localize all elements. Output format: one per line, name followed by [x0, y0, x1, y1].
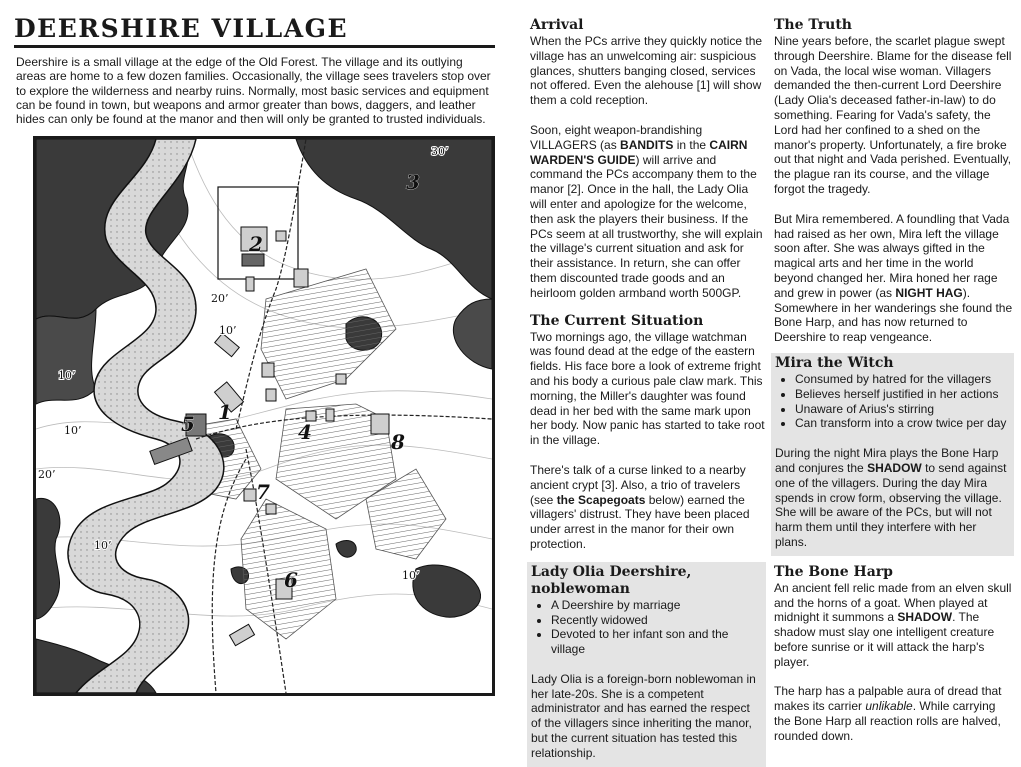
mira-heading: Mira the Witch — [775, 354, 894, 371]
harp-paragraph: An ancient fell relic made from an elven skull and the horns of a goat. When played at midnight it summons a SHADOW. The shadow must slay one intelligent creature before sunrise or it will attack the harp's player. — [774, 580, 1012, 669]
map-label-1: 1 — [218, 400, 232, 424]
elevation-label: 20’ — [38, 468, 56, 481]
map-label-4: 4 — [298, 420, 312, 444]
olia-box — [527, 562, 766, 767]
list-item: • Consumed by hatred for the villagers — [795, 372, 1010, 387]
list-item: • Unaware of Arius's stirring — [795, 402, 1010, 417]
map-label-5: 5 — [181, 412, 195, 436]
harp-paragraph-2: The harp has a palpable aura of dread that makes its carrier unlikable. While carrying the Bone Harp all reaction rolls are halved, rounded down. — [774, 684, 1002, 743]
list-item: • A Deershire by marriage — [551, 598, 762, 613]
situation-heading: The Current Situation — [530, 312, 704, 329]
situation-paragraph-2: There's talk of a curse linked to a nearby ancient crypt [3]. Also, a trio of travelers (see the Scapegoats below) earned the villagers' distrust. They have been placed under arrest in the manor for their own protection. — [530, 462, 750, 551]
truth-paragraph-2: But Mira remembered. A foundling that Vada had raised as her own, Mira left the village soon after. She was always gifted in the magical arts and her time in the world beyond changed her. Mira honed her rage and grew in power (as NIGHT HAG). Somewhere in her wanderings she found the Bone Harp, and has now returned to Deershire to reap vengeance. — [774, 211, 1013, 345]
map-label-3: 3 — [406, 170, 420, 194]
elevation-label: 10’ — [64, 424, 82, 437]
list-item: • Recently widowed — [551, 613, 762, 628]
map-label-2: 2 — [249, 232, 263, 256]
arrival-heading: Arrival — [530, 17, 584, 33]
olia-traits — [531, 598, 762, 657]
map-label-6: 6 — [284, 568, 298, 592]
elevation-label: 20’ — [211, 292, 229, 305]
harp-heading: The Bone Harp — [774, 563, 893, 580]
column-2 — [774, 17, 1014, 744]
column-1 — [530, 17, 766, 767]
elevation-label: 10’ — [219, 324, 237, 337]
mira-box — [771, 353, 1014, 556]
elevation-label: 10’ — [402, 569, 420, 582]
arrival-paragraph: When the PCs arrive they quickly notice the village has an unwelcoming air: suspicious glances, shutters banging closed, services not offered. Even the alehouse [1] will show them a cold reception. — [530, 34, 763, 108]
mira-paragraph: During the night Mira plays the Bone Harp and conjures the SHADOW to send against one of the villagers. During the day Mira spends in crow form, observing the village. She will be aware of the PCs, but will not harm them until they interfere with her plans. — [775, 446, 1007, 549]
title-rule — [14, 45, 495, 48]
list-item: • Believes herself justified in her actions — [795, 387, 1010, 402]
intro-paragraph: Deershire is a small village at the edge of the Old Forest. The village and its outlying areas are home to a few dozen families. Occasionally, the village sees travelers stop over to explore the wilderness and nearby ruins. Normally, most basic services and equipment can be found in town, but weapons and armor greater than bows, daggers, and leather hides can only be found at the manor and then will only be granted to trusted individuals. — [16, 55, 491, 127]
olia-heading: Lady Olia Deershire, noblewoman — [531, 563, 692, 597]
mira-traits — [775, 372, 1010, 431]
village-map — [33, 136, 495, 696]
truth-heading: The Truth — [774, 17, 852, 33]
page-title: DEERSHIRE VILLAGE — [14, 14, 349, 43]
elevation-label: 30’ — [431, 145, 449, 158]
list-item: • Devoted to her infant son and the village — [551, 627, 762, 657]
arrival-paragraph-2: Soon, eight weapon-brandishing VILLAGERS (as BANDITS in the CAIRN WARDEN'S GUIDE) will arrive and command the PCs accompany them to the manor [2]. Once in the hall, the Lady Olia will enter and apologize for the welcome, then ask the players their business. If the PCs seem at all trustworthy, she will explain the village's current situation and ask for their assistance. In return, she can offer them discounted trade goods and an heirloom golden armband worth 500GP. — [530, 122, 763, 300]
list-item: • Can transform into a crow twice per day — [795, 416, 1010, 431]
map-label-8: 8 — [391, 430, 405, 454]
elevation-label: 10’ — [94, 539, 112, 552]
elevation-label: 10’ — [58, 369, 76, 382]
truth-paragraph: Nine years before, the scarlet plague swept through Deershire. Blame for the disease fell on Vada, the local wise woman. Villagers demanded the then-current Lord Deershire (Lady Olia's deceased father-in-law) to do something. Fearing for Vada's safety, the Lord had her confined to a shed on the manor's property. Unfortunately, a fire broke out that night and Vada perished. Eventually, the plague ran its course, and the village forgot the tragedy. — [774, 34, 1012, 196]
situation-paragraph: Two mornings ago, the village watchman was found dead at the edge of the eastern fields. His face bore a look of extreme fright and his body a curious pale claw mark. This morning, the Miller's daughter was found dead in her bed with the same mark upon her body. Now panic has started to take root in the village. — [530, 329, 765, 448]
olia-paragraph: Lady Olia is a foreign-born noblewoman in her late-20s. She is a competent administrator and has earned the respect of the villagers since inheriting the manor, but the current situation has tested this relationship. — [531, 671, 756, 760]
map-label-7: 7 — [256, 480, 270, 504]
